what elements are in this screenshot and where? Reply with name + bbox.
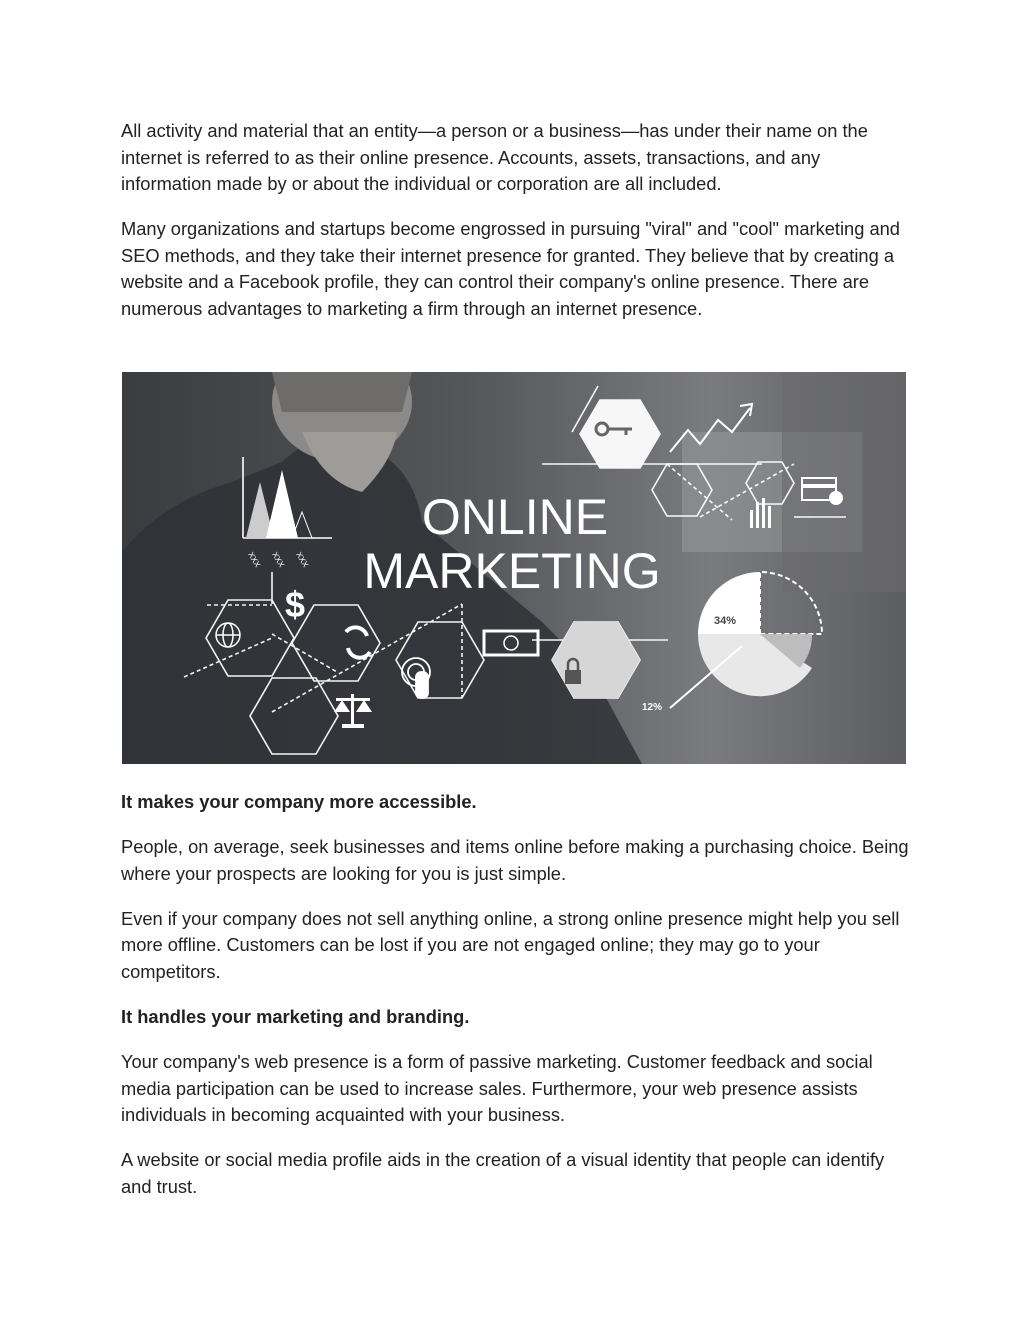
text-top (121, 118, 911, 323)
heading-accessible: It makes your company more accessible. (121, 791, 477, 812)
headline-marketing: MARKETING (363, 543, 661, 599)
paragraph-visual-identity: A website or social media profile aids in the creation of a visual identity that people can identify and trust. (121, 1149, 885, 1198)
paragraph-startups: Many organizations and startups become engrossed in pursuing "viral" and "cool" marketing and SEO methods, and they take their internet presence for granted. They believe that by creating a website and a Facebook profile, they can control their company's online presence. There are numerous advantages to marketing a firm through an internet presence. (121, 218, 900, 320)
text-bottom (121, 789, 911, 1201)
chart-tick-label: XXX (294, 550, 311, 569)
chart-tick-label: XXX (246, 550, 263, 569)
paragraph-seek-online: People, on average, seek businesses and items online before making a purchasing choice. Being where your prospects are looking for you is just simple. (121, 836, 909, 884)
chart-tick-label: XXX (270, 550, 287, 569)
heading-branding: It handles your marketing and branding. (121, 1006, 470, 1028)
paragraph-online-presence: All activity and material that an entity—a person or a business—has under their name on the internet is referred to as their online presence. Accounts, assets, transactions, and any information made by or about the individual or corporation are all included. (121, 120, 868, 195)
headline-online: ONLINE (421, 489, 609, 545)
paragraph-sell-offline: Even if your company does not sell anything online, a strong online presence might help you sell more offline. Customers can be lost if you are not engaged online; they may go to your competitors. (121, 907, 900, 982)
dollar-icon: $ (284, 584, 306, 625)
online-marketing-image (122, 372, 906, 764)
paragraph-passive-marketing: Your company's web presence is a form of passive marketing. Customer feedback and social media participation can be used to increase sales. Furthermore, your web presence assists individuals in becoming acquainted with your business. (121, 1051, 873, 1126)
pie-label-12: 12% (642, 702, 663, 713)
pie-label-34: 34% (714, 615, 737, 627)
